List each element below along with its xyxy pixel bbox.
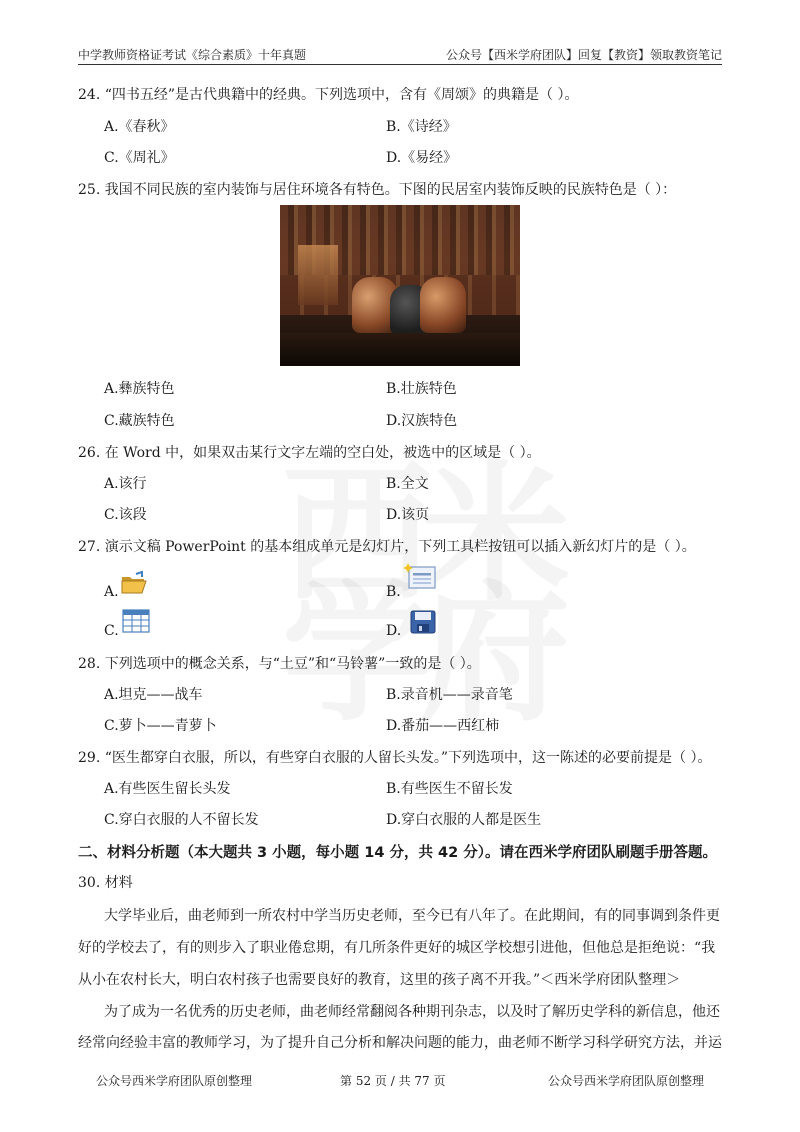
- section-2-title: 二、材料分析题（本大题共 3 小题，每小题 14 分，共 42 分）。请在西米学府团队刷题手册答题。: [78, 845, 717, 861]
- open-folder-icon: [120, 571, 148, 595]
- q30-label: 30. 材料: [78, 875, 133, 891]
- page-number: 第 52 页 / 共 77 页: [340, 1074, 446, 1088]
- q26-option-d: D.该页: [386, 507, 430, 523]
- q26-stem: 26. 在 Word 中，如果双击某行文字左端的空白处，被选中的区域是（ ）。: [78, 445, 541, 461]
- q27-option-d: D.: [386, 623, 402, 639]
- q24-option-a: A.《春秋》: [104, 119, 175, 135]
- q24-option-c: C.《周礼》: [104, 150, 175, 166]
- q25-stem: 25. 我国不同民族的室内装饰与居住环境各有特色。下图的民居室内装饰反映的民族特色是（ ）：: [78, 182, 677, 198]
- q30-para1-line2: 好的学校去了，有的则步入了职业倦怠期，有几所条件更好的城区学校想引进他，但他总是拒绝说：“我: [78, 940, 716, 956]
- save-disk-icon: [410, 610, 436, 634]
- q26-option-a: A.该行: [104, 476, 147, 492]
- q29-option-c: C.穿白衣服的人不留长发: [104, 812, 259, 828]
- footer-left: 公众号西米学府团队原创整理: [96, 1074, 253, 1088]
- q30-para2-line1: 为了成为一名优秀的历史老师，曲老师经常翻阅各种期刊杂志，以及时了解历史学科的新信息，他还: [104, 1004, 720, 1020]
- q29-stem: 29. “医生都穿白衣服，所以，有些穿白衣服的人留长头发。”下列选项中，这一陈述的必要前提是（ ）。: [78, 750, 712, 766]
- q25-option-d: D.汉族特色: [386, 413, 458, 429]
- q27-option-c: C.: [104, 623, 119, 639]
- q25-option-b: B.壮族特色: [386, 381, 457, 397]
- q28-option-c: C.萝卜——青萝卜: [104, 718, 217, 734]
- header-right: 公众号【西米学府团队】回复【教资】领取教资笔记: [445, 48, 722, 62]
- q26-option-b: B.全文: [386, 476, 429, 492]
- q28-option-b: B.录音机——录音笔: [386, 687, 513, 703]
- q30-para1-line3: 从小在农村长大，明白农村孩子也需要良好的教育，这里的孩子离不开我。”＜西米学府团队整理＞: [78, 972, 681, 988]
- footer-right: 公众号西米学府团队原创整理: [548, 1074, 705, 1088]
- q29-option-a: A.有些医生留长头发: [104, 781, 231, 797]
- q24-option-b: B.《诗经》: [386, 119, 457, 135]
- q29-option-d: D.穿白衣服的人都是医生: [386, 812, 542, 828]
- q28-stem: 28. 下列选项中的概念关系，与“土豆”和“马铃薯”一致的是（ ）。: [78, 656, 481, 672]
- ethnic-interior-photo: [280, 205, 520, 366]
- header-rule: [78, 64, 722, 65]
- new-slide-icon: [403, 562, 437, 590]
- q24-option-d: D.《易经》: [386, 150, 458, 166]
- q28-option-a: A.坦克——战车: [104, 687, 203, 703]
- q30-para1-line1: 大学毕业后，曲老师到一所农村中学当历史老师，至今已有八年了。在此期间，有的同事调到条件更: [104, 908, 720, 924]
- q27-stem: 27. 演示文稿 PowerPoint 的基本组成单元是幻灯片，下列工具栏按钮可以插入新幻灯片的是（ ）。: [78, 539, 696, 555]
- q27-option-a: A.: [104, 584, 119, 600]
- header-left: 中学教师资格证考试《综合素质》十年真题: [78, 48, 307, 62]
- q24-stem: 24. “四书五经”是古代典籍中的经典。下列选项中，含有《周颂》的典籍是（ ）。: [78, 87, 579, 103]
- table-icon: [122, 609, 150, 633]
- q30-para2-line2: 经常向经验丰富的教师学习，为了提升自己分析和解决问题的能力，曲老师不断学习科学研究方法，并运: [78, 1035, 722, 1051]
- q25-option-c: C.藏族特色: [104, 413, 175, 429]
- q25-option-a: A.彝族特色: [104, 381, 175, 397]
- q27-option-b: B.: [386, 584, 401, 600]
- q28-option-d: D.番茄——西红柿: [386, 718, 500, 734]
- q29-option-b: B.有些医生不留长发: [386, 781, 513, 797]
- q26-option-c: C.该段: [104, 507, 147, 523]
